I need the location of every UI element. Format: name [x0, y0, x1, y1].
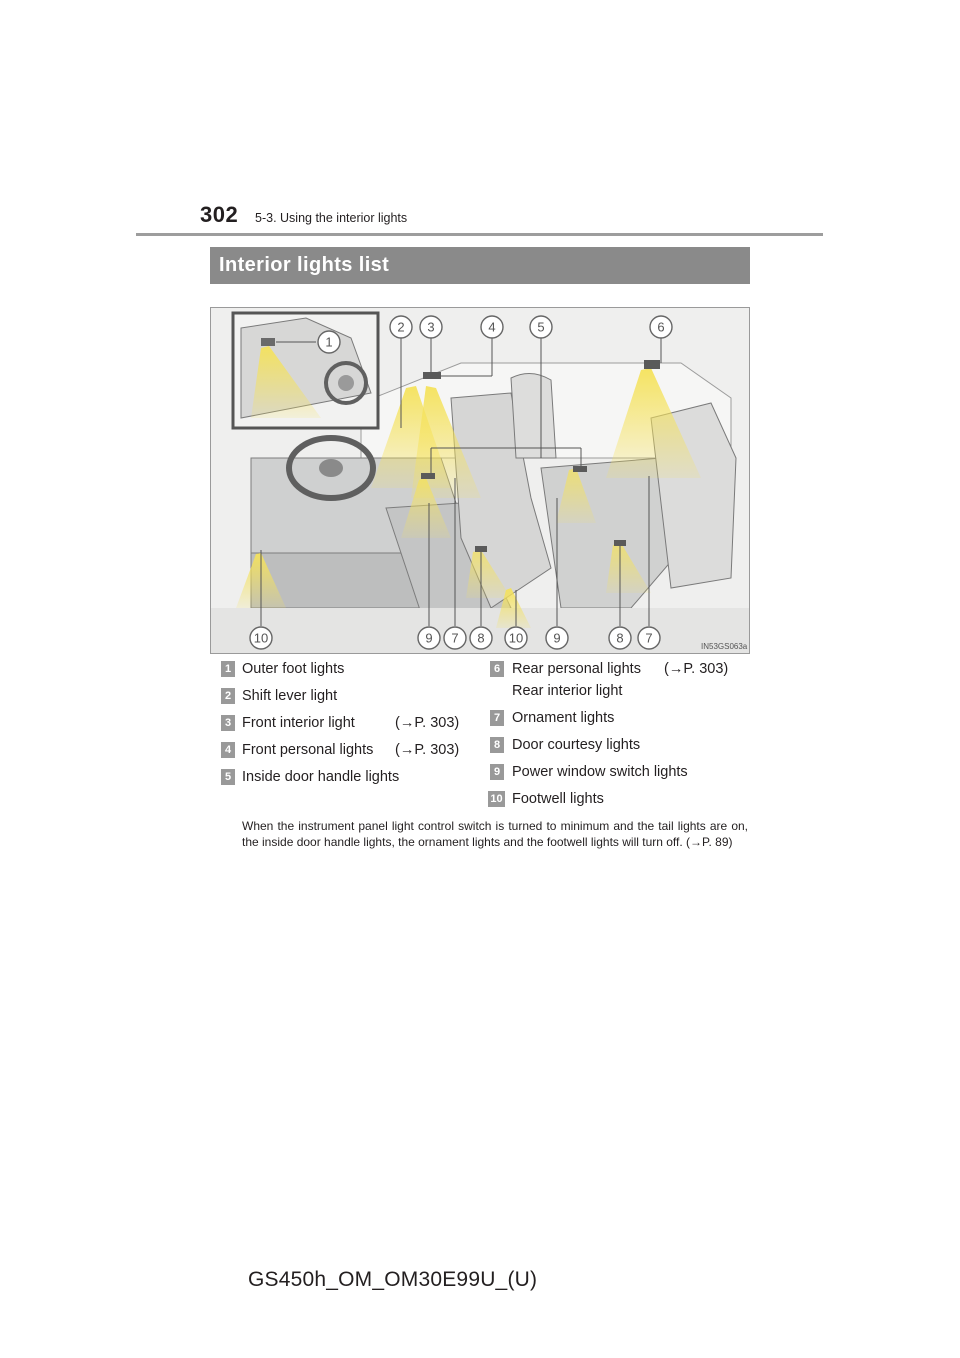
legend-label-rear-interior-light: Rear interior light: [512, 683, 623, 699]
svg-text:6: 6: [657, 319, 665, 335]
legend-label-front-personal-lights: Front personal lights: [242, 742, 374, 758]
legend-label-footwell-lights: Footwell lights: [512, 791, 604, 807]
svg-text:10: 10: [508, 630, 524, 646]
callout-5: [530, 316, 552, 338]
legend-badge-7: 7: [490, 710, 504, 726]
legend-badge-4: 4: [221, 742, 235, 758]
legend-badge-5: 5: [221, 769, 235, 785]
note-paragraph: When the instrument panel light control switch is turned to minimum and the tail lights are on, the inside door handle lights, the ornament lights and the footwell lights will turn off. (→P. 89): [242, 819, 748, 849]
legend-label-power-window-switch-lights: Power window switch lights: [512, 764, 688, 780]
svg-text:7: 7: [645, 630, 653, 646]
legend-label-front-interior-light: Front interior light: [242, 715, 355, 731]
legend-label-shift-lever-light: Shift lever light: [242, 688, 338, 704]
svg-text:10: 10: [253, 630, 269, 646]
image-code: IN53GS063a: [701, 642, 748, 651]
legend-label-ornament-lights: Ornament lights: [512, 710, 615, 726]
footer-document-code: GS450h_OM_OM30E99U_(U): [248, 1268, 538, 1291]
callout-10-left: [250, 627, 272, 649]
legend-badge-6: 6: [490, 661, 504, 677]
callout-6: [650, 316, 672, 338]
legend-badge-10: 10: [488, 791, 505, 807]
legend-badge-3: 3: [221, 715, 235, 731]
legend-badge-9: 9: [490, 764, 504, 780]
legend-badge-2: 2: [221, 688, 235, 704]
svg-text:4: 4: [488, 319, 496, 335]
legend-badge-1: 1: [221, 661, 235, 677]
callout-7-rear: [638, 627, 660, 649]
svg-text:9: 9: [553, 630, 561, 646]
callout-1: [318, 331, 340, 353]
svg-text:2: 2: [397, 319, 405, 335]
legend-ref-front-interior-light[interactable]: (→P. 303): [395, 715, 460, 731]
callout-7-front: [444, 627, 466, 649]
callout-4: [481, 316, 503, 338]
callout-9-rear: [546, 627, 568, 649]
svg-text:7: 7: [451, 630, 459, 646]
callout-2: [390, 316, 412, 338]
section-title: 5-3. Using the interior lights: [255, 211, 408, 225]
callout-9-front: [418, 627, 440, 649]
legend-label-door-courtesy-lights: Door courtesy lights: [512, 737, 641, 753]
legend-label-inside-door-handle-lights: Inside door handle lights: [242, 769, 400, 785]
interior-lights-illustration: [210, 307, 750, 654]
callout-3: [420, 316, 442, 338]
legend-label-outer-foot-lights: Outer foot lights: [242, 661, 345, 677]
legend-badge-8: 8: [490, 737, 504, 753]
svg-text:5: 5: [537, 319, 545, 335]
svg-text:9: 9: [425, 630, 433, 646]
callout-10-center: [505, 627, 527, 649]
callout-8-rear: [609, 627, 631, 649]
svg-text:8: 8: [616, 630, 624, 646]
page-number: 302: [200, 202, 239, 227]
legend-label-rear-personal-lights: Rear personal lights: [512, 661, 641, 677]
svg-text:8: 8: [477, 630, 485, 646]
legend-ref-rear-personal-lights[interactable]: (→P. 303): [664, 661, 729, 677]
legend-ref-front-personal-lights[interactable]: (→P. 303): [395, 742, 460, 758]
header-divider: [136, 233, 823, 236]
svg-text:1: 1: [325, 334, 333, 350]
page-title: Interior lights list: [210, 247, 750, 284]
svg-text:3: 3: [427, 319, 435, 335]
callout-8-front: [470, 627, 492, 649]
